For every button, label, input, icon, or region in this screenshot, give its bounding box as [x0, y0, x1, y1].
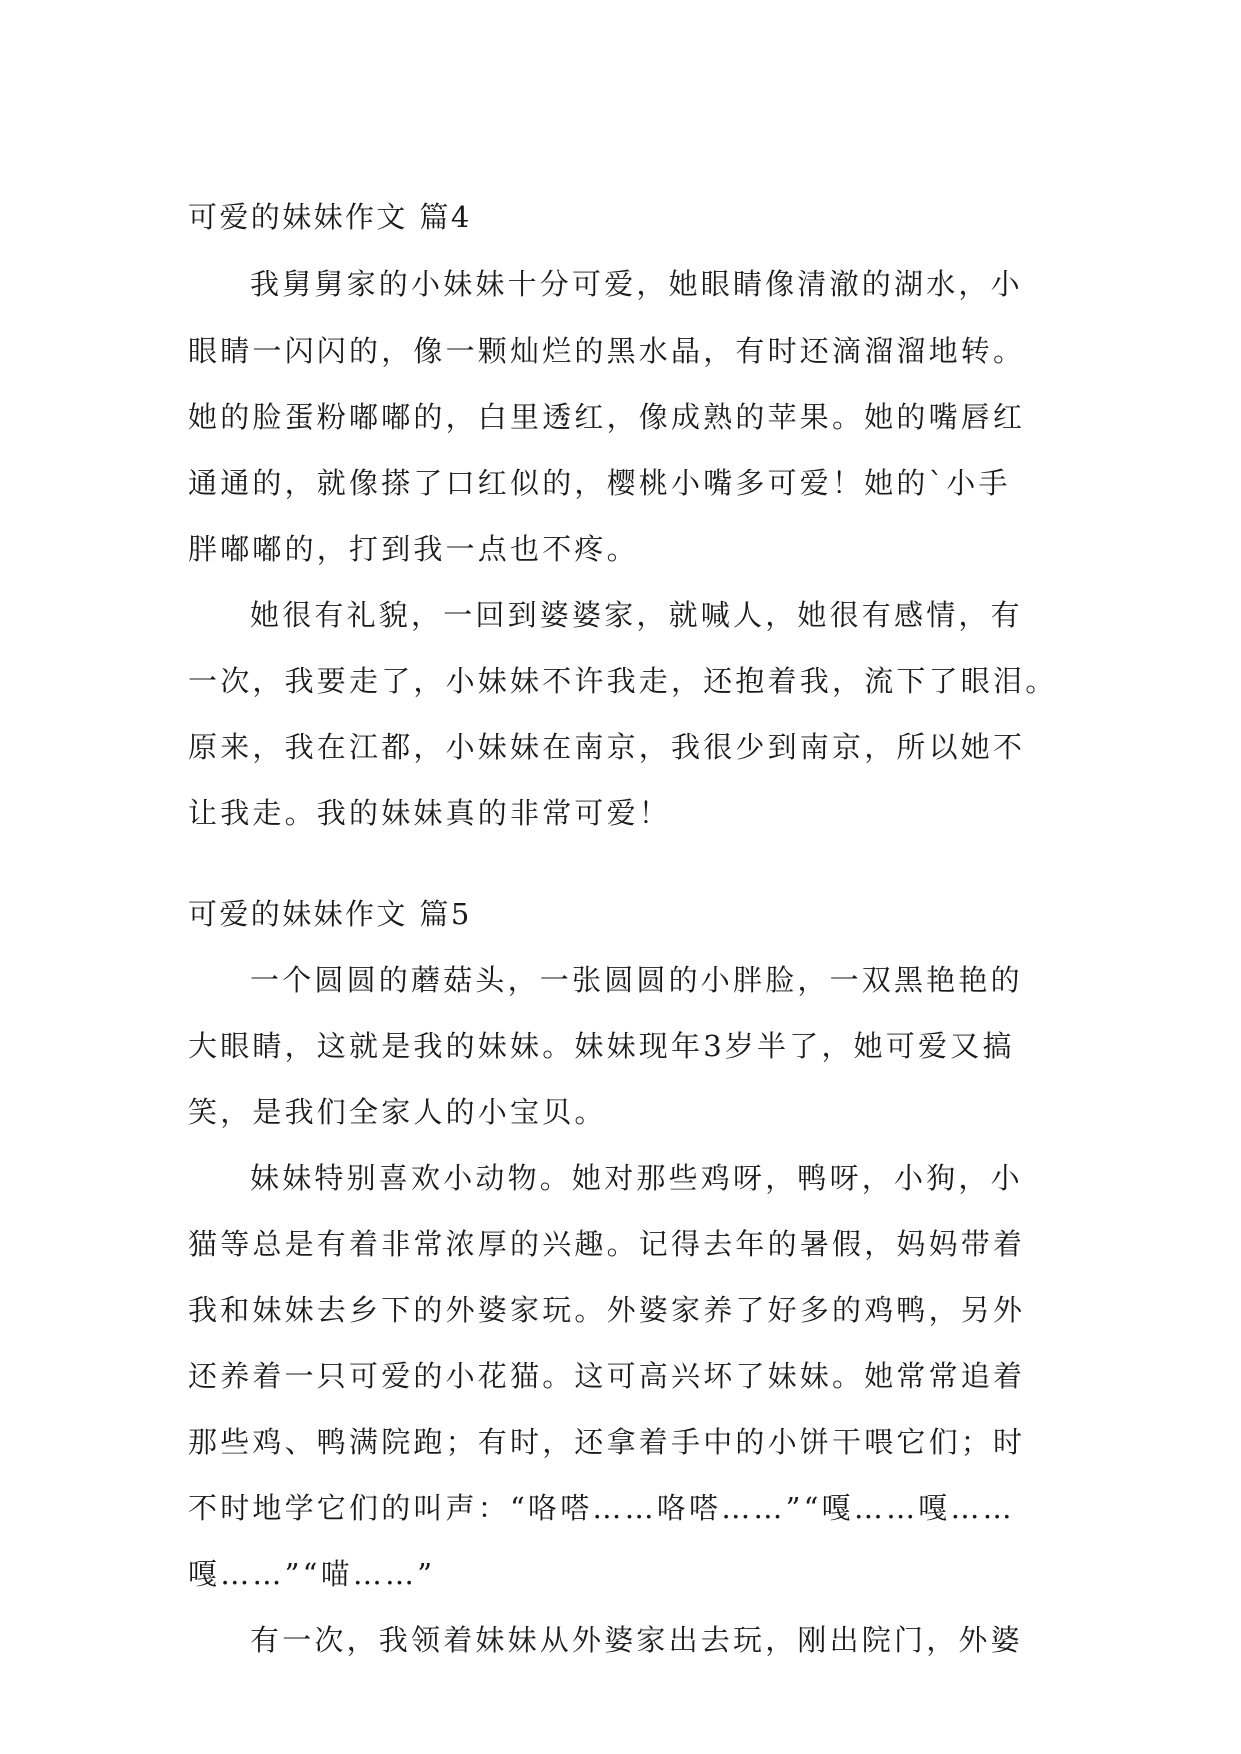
paragraph-line: 大眼睛，这就是我的妹妹。妹妹现年3岁半了，她可爱又搞 [188, 1029, 1015, 1063]
paragraph-line: 妹妹特别喜欢小动物。她对那些鸡呀，鸭呀，小狗，小 [250, 1161, 1023, 1195]
paragraph-line: 让我走。我的妹妹真的非常可爱！ [188, 796, 672, 830]
paragraph-line: 胖嘟嘟的，打到我一点也不疼。 [188, 532, 639, 566]
paragraph-line: 还养着一只可爱的小花猫。这可高兴坏了妹妹。她常常追着 [188, 1359, 1026, 1393]
paragraph-line: 猫等总是有着非常浓厚的兴趣。记得去年的暑假，妈妈带着 [188, 1227, 1026, 1261]
paragraph-line: 我和妹妹去乡下的外婆家玩。外婆家养了好多的鸡鸭，另外 [188, 1293, 1026, 1327]
paragraph-line: 原来，我在江都，小妹妹在南京，我很少到南京，所以她不 [188, 730, 1026, 764]
paragraph-line: 她的脸蛋粉嘟嘟的，白里透红，像成熟的苹果。她的嘴唇红 [188, 400, 1026, 434]
paragraph-line: 通通的，就像搽了口红似的，樱桃小嘴多可爱！她的`小手 [188, 466, 1011, 500]
paragraph-line: 一次，我要走了，小妹妹不许我走，还抱着我，流下了眼泪。 [188, 664, 1058, 698]
section-heading: 可爱的妹妹作文 篇5 [188, 897, 472, 931]
paragraph-line: 嘎……”“喵……” [188, 1557, 436, 1591]
paragraph-line: 眼睛一闪闪的，像一颗灿烂的黑水晶，有时还滴溜溜地转。 [188, 334, 1026, 368]
section-heading: 可爱的妹妹作文 篇4 [188, 200, 472, 234]
paragraph-line: 她很有礼貌，一回到婆婆家，就喊人，她很有感情，有 [250, 598, 1023, 632]
paragraph-line: 那些鸡、鸭满院跑；有时，还拿着手中的小饼干喂它们；时 [188, 1425, 1026, 1459]
paragraph-line: 不时地学它们的叫声：“咯嗒……咯嗒……”“嘎……嘎…… [188, 1491, 1015, 1525]
paragraph-line: 一个圆圆的蘑菇头，一张圆圆的小胖脸，一双黑艳艳的 [250, 963, 1023, 997]
paragraph-line: 笑，是我们全家人的小宝贝。 [188, 1095, 607, 1129]
paragraph-line: 我舅舅家的小妹妹十分可爱，她眼睛像清澈的湖水，小 [250, 267, 1023, 301]
paragraph-line: 有一次，我领着妹妹从外婆家出去玩，刚出院门，外婆 [250, 1623, 1023, 1657]
